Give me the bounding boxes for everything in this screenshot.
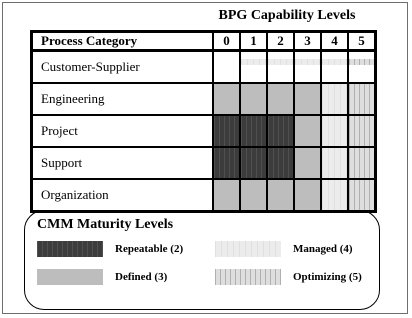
cell-fill-defined <box>241 180 266 210</box>
cell-fill-optimizing <box>349 59 374 65</box>
capability-cell <box>267 179 294 212</box>
capability-cell <box>294 179 321 212</box>
process-category-label: Customer-Supplier <box>32 51 214 84</box>
capability-cell <box>321 115 348 147</box>
capability-cell <box>321 179 348 212</box>
capability-cell <box>294 147 321 179</box>
cell-fill-repeatable <box>241 116 266 146</box>
capability-cell <box>267 51 294 84</box>
capability-cell <box>294 51 321 84</box>
cell-fill-repeatable <box>214 116 239 146</box>
legend-label-managed: Managed (4) <box>293 243 353 255</box>
capability-cell <box>213 147 240 179</box>
legend-label-optimizing: Optimizing (5) <box>293 271 362 283</box>
cell-fill-defined <box>268 180 293 210</box>
table-row <box>32 115 376 147</box>
capability-cell <box>240 179 267 212</box>
legend-item-defined <box>37 269 167 285</box>
capability-cell <box>240 147 267 179</box>
capability-cell <box>213 179 240 212</box>
process-category-label: Support <box>32 147 214 179</box>
capability-cell <box>348 147 376 179</box>
capability-cell <box>267 115 294 147</box>
level-header-0: 0 <box>213 32 240 51</box>
capability-cell <box>267 147 294 179</box>
legend-label-defined: Defined (3) <box>115 271 168 283</box>
cell-fill-managed <box>241 59 266 65</box>
legend-swatch-optimizing <box>215 269 281 285</box>
capability-cell <box>321 147 348 179</box>
legend-title: CMM Maturity Levels <box>37 217 174 232</box>
legend-swatch-managed <box>215 241 281 257</box>
capability-cell <box>213 51 240 84</box>
cell-fill-repeatable <box>214 148 239 178</box>
level-header-4: 4 <box>321 32 348 51</box>
capability-cell <box>348 179 376 212</box>
cell-fill-managed <box>322 148 347 178</box>
level-header-3: 3 <box>294 32 321 51</box>
capability-cell <box>213 83 240 115</box>
cell-fill-defined <box>241 84 266 114</box>
capability-cell <box>321 51 348 84</box>
capability-cell <box>294 83 321 115</box>
cell-fill-managed <box>322 84 347 114</box>
capability-cell <box>348 83 376 115</box>
cell-fill-managed <box>322 59 347 65</box>
capability-cell <box>240 115 267 147</box>
cell-fill-repeatable <box>241 148 266 178</box>
level-header-2: 2 <box>267 32 294 51</box>
legend-item-managed <box>215 241 353 257</box>
cell-fill-repeatable <box>268 148 293 178</box>
capability-levels-title: BPG Capability Levels <box>218 8 356 23</box>
cell-fill-managed <box>322 180 347 210</box>
cell-fill-repeatable <box>268 116 293 146</box>
cell-fill-optimizing <box>349 180 374 210</box>
cell-fill-defined <box>214 84 239 114</box>
legend-swatch-defined <box>37 269 103 285</box>
level-header-5: 5 <box>348 32 376 51</box>
cell-fill-managed <box>322 116 347 146</box>
legend-item-repeatable <box>37 241 183 257</box>
cell-fill-managed <box>268 59 293 65</box>
capability-cell <box>240 83 267 115</box>
process-category-label: Project <box>32 115 214 147</box>
capability-cell <box>267 83 294 115</box>
table-row <box>32 179 376 212</box>
cell-fill-defined <box>295 116 320 146</box>
capability-cell <box>348 51 376 84</box>
cell-fill-optimizing <box>349 84 374 114</box>
category-header: Process Category <box>32 32 214 51</box>
cell-fill-managed <box>295 59 320 65</box>
capability-cell <box>348 115 376 147</box>
level-header-1: 1 <box>240 32 267 51</box>
capability-cell <box>294 115 321 147</box>
table-row <box>32 83 376 115</box>
table-row <box>32 147 376 179</box>
cell-fill-defined <box>295 148 320 178</box>
cell-fill-optimizing <box>349 116 374 146</box>
capability-cell <box>240 51 267 84</box>
legend-label-repeatable: Repeatable (2) <box>115 243 184 255</box>
process-category-label: Organization <box>32 179 214 212</box>
cell-fill-optimizing <box>349 148 374 178</box>
cell-fill-defined <box>295 180 320 210</box>
table-row <box>32 51 376 84</box>
capability-cell <box>321 83 348 115</box>
cell-fill-defined <box>268 84 293 114</box>
header-row <box>32 32 376 51</box>
cell-fill-defined <box>295 84 320 114</box>
process-category-label: Engineering <box>32 83 214 115</box>
legend-swatch-repeatable <box>37 241 103 257</box>
legend-box <box>24 210 380 310</box>
capability-table <box>30 30 377 213</box>
capability-cell <box>213 115 240 147</box>
cell-fill-defined <box>214 180 239 210</box>
legend-item-optimizing <box>215 269 362 285</box>
